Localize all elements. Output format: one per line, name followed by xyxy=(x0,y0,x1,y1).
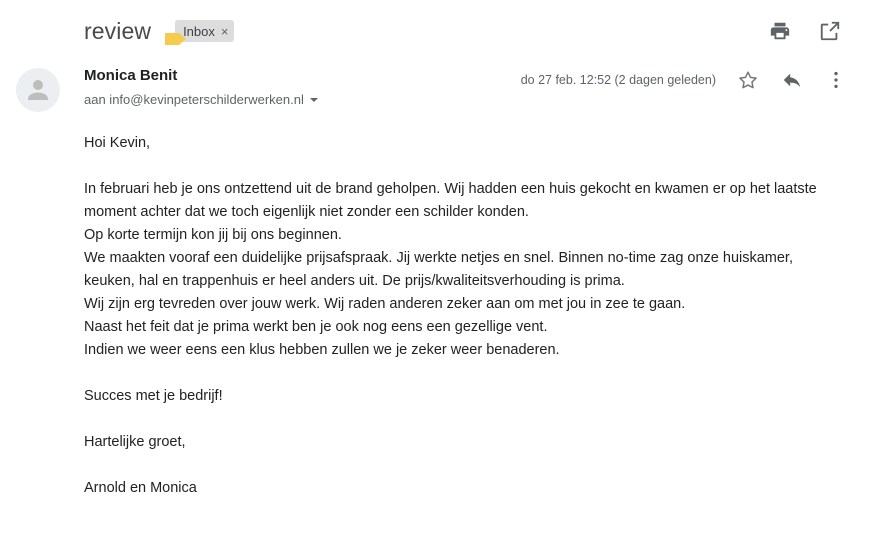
body-line: Hoi Kevin, xyxy=(84,135,151,151)
sender-info xyxy=(84,66,509,109)
body-line: Succes met je bedrijf! xyxy=(84,388,223,404)
print-icon[interactable] xyxy=(768,19,792,43)
label-chip-text: Inbox xyxy=(183,23,215,39)
body-line: Wij zijn erg tevreden over jouw werk. Wij raden anderen zeker aan om met jou in zee te gaan. xyxy=(84,296,686,312)
label-chip-group xyxy=(165,20,234,42)
reply-arrow-icon[interactable] xyxy=(780,68,804,92)
body-line: Naast het feit dat je prima werkt ben je ook nog eens een gezellige vent. xyxy=(84,319,548,335)
body-line: Hartelijke groet, xyxy=(84,434,186,450)
more-options-vertical-icon[interactable] xyxy=(824,68,848,92)
body-line xyxy=(84,454,840,477)
star-outline-icon[interactable] xyxy=(736,68,760,92)
body-line: Arnold en Monica xyxy=(84,480,197,496)
chevron-down-icon[interactable] xyxy=(310,98,318,102)
subject-actions xyxy=(768,19,848,43)
recipient-line xyxy=(84,91,509,109)
open-in-new-window-icon[interactable] xyxy=(818,19,842,43)
email-subject: review xyxy=(84,18,152,44)
body-line xyxy=(84,408,840,431)
body-line xyxy=(84,362,840,385)
message-date: do 27 feb. 12:52 (2 dagen geleden) xyxy=(520,73,716,87)
sender-name: Monica Benit xyxy=(84,67,178,84)
message-meta-actions xyxy=(509,68,848,92)
recipient-text: aan info@kevinpeterschilderwerken.nl xyxy=(84,92,304,107)
body-line xyxy=(84,155,840,178)
avatar xyxy=(16,68,60,112)
body-line: We maakten vooraf een duidelijke prijsafspraak. Jij werkte netjes en snel. Binnen no-time zag onze huiskamer, keuken, hal en trappenhuis er heel anders uit. De prijs/kwaliteitsverhouding is prima. xyxy=(84,250,793,289)
body-line: Op korte termijn kon jij bij ons beginnen. xyxy=(84,227,342,243)
label-chip-remove-icon[interactable]: × xyxy=(220,23,229,39)
email-body xyxy=(0,112,870,500)
subject-row xyxy=(0,0,870,44)
body-line: In februari heb je ons ontzettend uit de brand geholpen. Wij hadden een huis gekocht en kwamen er op het laatste moment achter dat we toch eigenlijk niet zonder een schilder konden. xyxy=(84,181,817,220)
sender-row xyxy=(0,44,870,112)
body-line: Indien we weer eens een klus hebben zullen we je zeker weer benaderen. xyxy=(84,342,560,358)
